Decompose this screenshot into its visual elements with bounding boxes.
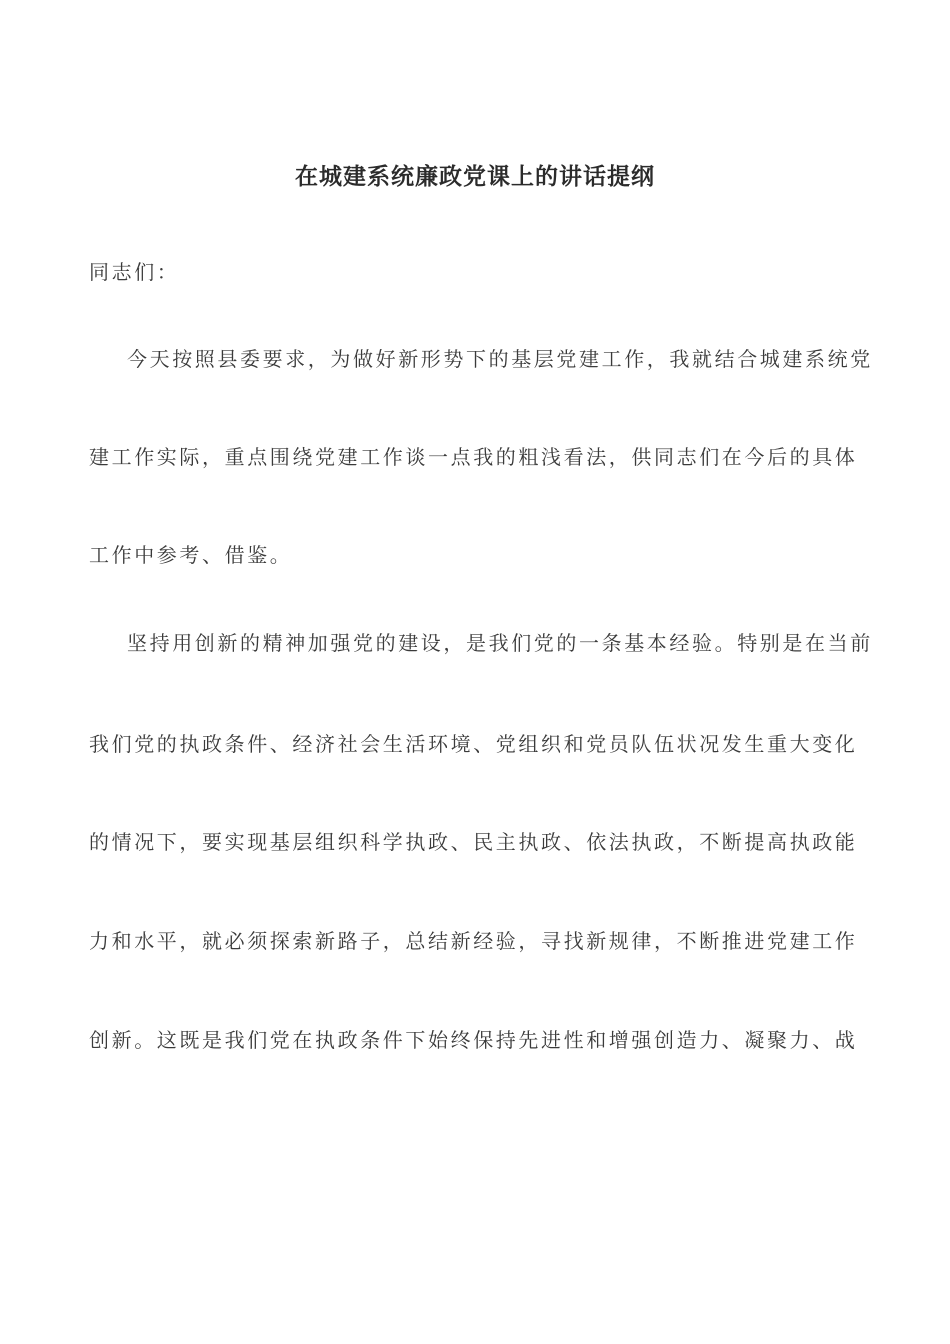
- paragraph-line: 力和水平，就必须探索新路子，总结新经验，寻找新规律，不断推进党建工作: [89, 929, 858, 953]
- salutation: 同志们：: [89, 260, 180, 284]
- paragraph-line: 建工作实际，重点围绕党建工作谈一点我的粗浅看法，供同志们在今后的具体: [89, 445, 858, 469]
- paragraph-line: 今天按照县委要求，为做好新形势下的基层党建工作，我就结合城建系统党: [127, 347, 873, 371]
- paragraph-line: 创新。这既是我们党在执政条件下始终保持先进性和增强创造力、凝聚力、战: [89, 1028, 858, 1052]
- paragraph-line: 我们党的执政条件、经济社会生活环境、党组织和党员队伍状况发生重大变化: [89, 732, 858, 756]
- paragraph-line: 工作中参考、借鉴。: [89, 543, 293, 567]
- paragraph-line: 的情况下，要实现基层组织科学执政、民主执政、依法执政，不断提高执政能: [89, 830, 858, 854]
- paragraph-line: 坚持用创新的精神加强党的建设，是我们党的一条基本经验。特别是在当前: [127, 631, 873, 655]
- document-title: 在城建系统廉政党课上的讲话提纲: [295, 163, 655, 190]
